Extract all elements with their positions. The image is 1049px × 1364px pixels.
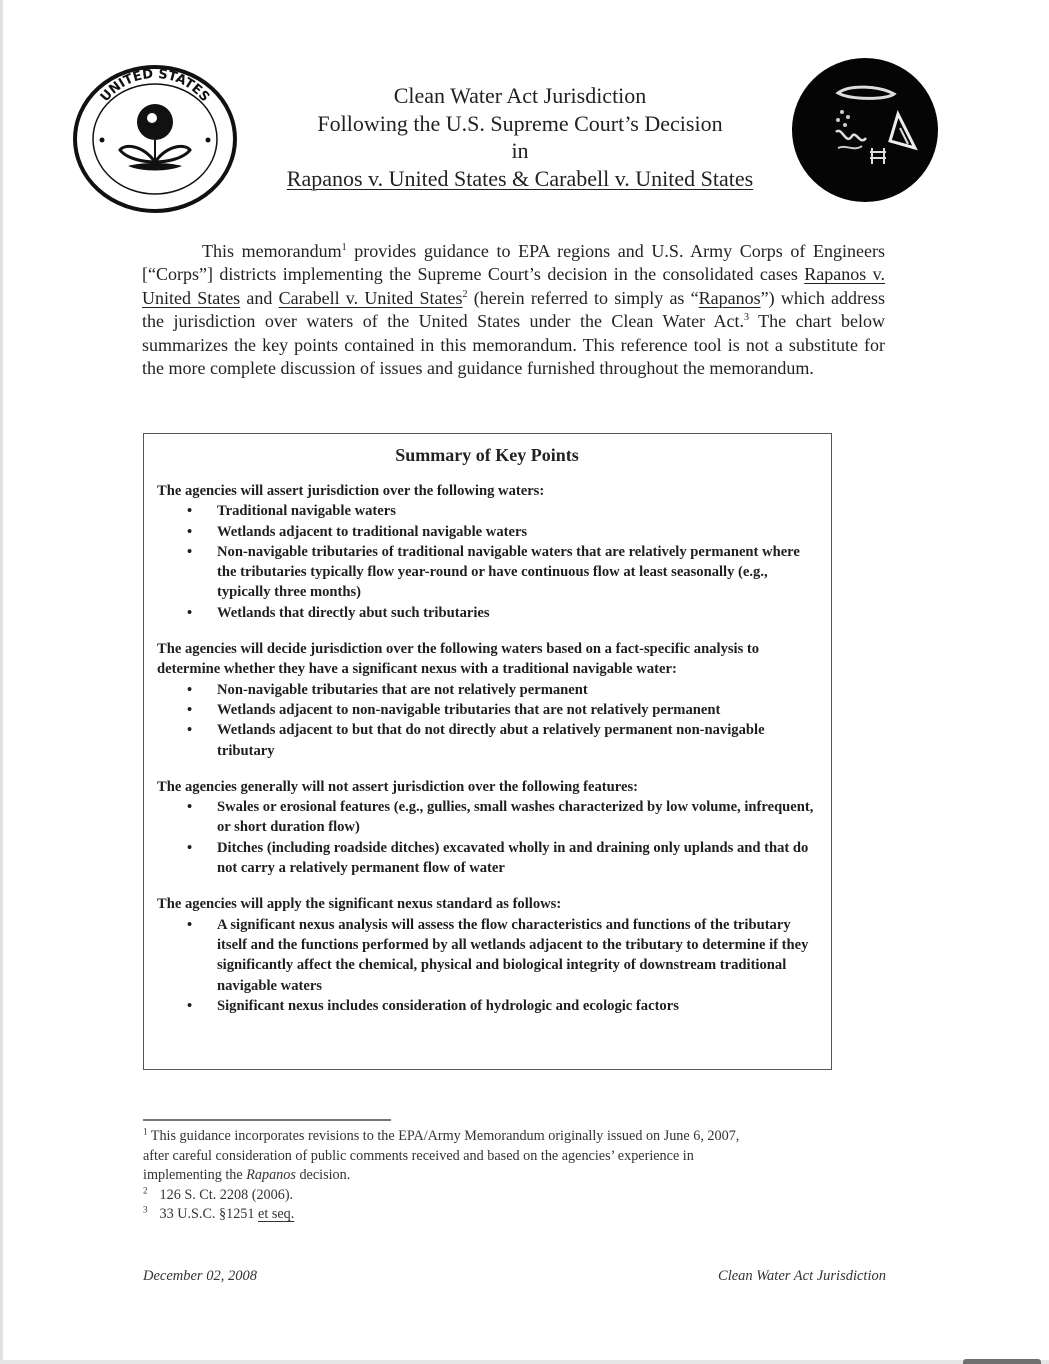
footnote-1-cont <box>143 1166 903 1186</box>
footnote-italic-case: Rapanos <box>246 1167 296 1183</box>
epa-seal-icon <box>72 64 238 214</box>
footnote-ref-3[interactable]: 3 <box>744 312 750 324</box>
summary-section-nexus <box>157 894 817 1016</box>
summary-section-assert <box>157 481 817 623</box>
list-item-text: Wetlands that directly abut such tributaries <box>217 604 490 621</box>
intro-text: ”) which address the jurisdiction over waters of the United States under the Clean Water Act. <box>142 287 885 332</box>
list-item-text: Wetlands adjacent to traditional navigable waters <box>217 523 528 540</box>
bullet-list <box>157 680 817 761</box>
intro-text: (herein referred to simply as “ <box>467 287 699 308</box>
list-item-text: Swales or erosional features (e.g., gullies, small washes characterized by low volume, infrequent, or short duration flow) <box>217 799 814 836</box>
footnote-number: 1 <box>143 1126 148 1137</box>
case-rapanos: Rapanos v. United States <box>142 264 885 308</box>
footnote-text: decision. <box>295 1167 351 1183</box>
bullet-icon: • <box>187 916 193 933</box>
footer-running-title: Clean Water Act Jurisdiction <box>718 1268 886 1284</box>
page-edge-bottom <box>0 1360 1049 1364</box>
footnote-2 <box>143 1186 903 1206</box>
seal-text-top: UNITED STATES <box>97 66 213 105</box>
footnote-et-seq: et seq. <box>258 1206 295 1222</box>
bullet-icon: • <box>187 503 193 520</box>
list-item-text: Wetlands adjacent to non-navigable tributaries that are not relatively permanent <box>217 701 721 718</box>
list-item <box>157 603 817 623</box>
list-item-text: Wetlands adjacent to but that do not directly abut a relatively permanent non-navigable tributary <box>217 722 765 759</box>
list-item-text: Traditional navigable waters <box>217 503 396 520</box>
title-line-1: Clean Water Act Jurisdiction <box>393 83 647 108</box>
bullet-icon: • <box>187 543 193 560</box>
list-item <box>157 838 817 879</box>
case-short-name: Rapanos <box>698 287 761 308</box>
footnote-ref-2[interactable]: 2 <box>462 288 468 300</box>
intro-text: provides guidance to EPA regions and U.S. Army Corps of Engineers [“Corps”] districts implementing the Supreme Court’s decision in the consolidated cases <box>142 241 885 285</box>
bullet-icon: • <box>187 722 193 739</box>
section-intro: The agencies generally will not assert jurisdiction over the following features: <box>157 778 638 795</box>
intro-paragraph <box>142 240 885 380</box>
bullet-icon: • <box>187 997 193 1014</box>
list-item-text: Ditches (including roadside ditches) excavated wholly in and draining only uplands and that do not carry a relatively permanent flow of water <box>217 839 809 877</box>
list-item <box>157 996 817 1016</box>
footnote-text: This guidance incorporates revisions to the EPA/Army Memorandum originally issued on June 6, 2007, <box>147 1128 740 1144</box>
intro-text: and <box>240 287 279 308</box>
army-corps-seal-icon <box>790 56 940 204</box>
title-line-4-cases: Rapanos v. United States & Carabell v. United States <box>286 165 754 191</box>
list-item <box>157 700 817 720</box>
section-intro: The agencies will decide jurisdiction over the following waters based on a fact-specific analysis to determine whether they have a significant nexus with a traditional navigable water: <box>157 641 760 678</box>
list-item-text: Non-navigable tributaries of traditional navigable waters that are relatively permanent where the tributaries typically flow year-round or have continuous flow at least seasonally (e.g., typically three months) <box>217 543 800 601</box>
intro-text: The chart below summarizes the key points contained in this memorandum. This reference tool is not a substitute for the more complete discussion of issues and guidance furnished throughout the memorandum. <box>142 311 885 379</box>
document-title <box>240 82 800 192</box>
summary-section-not-assert <box>157 777 817 878</box>
footnote-1 <box>143 1127 903 1147</box>
list-item <box>157 720 817 761</box>
page-edge-left <box>0 0 3 1364</box>
title-line-2: Following the U.S. Supreme Court’s Decision <box>317 110 723 136</box>
list-item <box>157 501 817 521</box>
title-line-3: in <box>511 138 529 163</box>
summary-section-decide <box>157 639 817 761</box>
list-item <box>157 542 817 603</box>
list-item-text: A significant nexus analysis will assess the flow characteristics and functions of the tributary itself and the functions performed by all wetlands adjacent to the tributary to determine if they significantly affect the chemical, physical and biological integrity of downstream traditional navigable waters <box>217 916 809 994</box>
list-item <box>157 797 817 838</box>
intro-text: This memorandum <box>202 241 342 261</box>
footnote-text: 126 S. Ct. 2208 (2006). <box>159 1186 294 1203</box>
bullet-list <box>157 797 817 878</box>
bullet-icon: • <box>187 681 193 698</box>
footnote-3 <box>143 1205 903 1225</box>
footnote-ref-1[interactable]: 1 <box>341 242 347 253</box>
bullet-icon: • <box>187 839 193 856</box>
case-carabell: Carabell v. United States <box>278 287 463 308</box>
bullet-icon: • <box>187 604 193 621</box>
list-item-text: Significant nexus includes consideration of hydrologic and ecologic factors <box>217 997 679 1014</box>
horizontal-scrollbar-thumb[interactable] <box>963 1359 1041 1364</box>
footnote-1-cont: after careful consideration of public comments received and based on the agencies’ experience in <box>143 1147 694 1164</box>
footnote-number: 3 <box>143 1204 148 1215</box>
footer-date: December 02, 2008 <box>143 1268 257 1284</box>
footnote-text: implementing the <box>143 1167 247 1183</box>
footnotes <box>143 1127 903 1225</box>
summary-of-key-points-box <box>143 433 832 1070</box>
list-item <box>157 915 817 996</box>
bullet-list <box>157 915 817 1016</box>
section-intro: The agencies will assert jurisdiction over the following waters: <box>157 483 545 499</box>
bullet-list <box>157 501 817 623</box>
bullet-icon: • <box>187 523 193 540</box>
footnote-number: 2 <box>143 1184 148 1195</box>
footnote-text: 33 U.S.C. §1251 <box>159 1206 259 1222</box>
bullet-icon: • <box>187 799 193 816</box>
summary-title: Summary of Key Points <box>395 445 579 465</box>
bullet-icon: • <box>187 701 193 718</box>
list-item <box>157 680 817 700</box>
footnote-divider <box>143 1119 391 1121</box>
list-item-text: Non-navigable tributaries that are not relatively permanent <box>217 681 588 698</box>
list-item <box>157 522 817 542</box>
section-intro: The agencies will apply the significant nexus standard as follows: <box>157 896 562 913</box>
